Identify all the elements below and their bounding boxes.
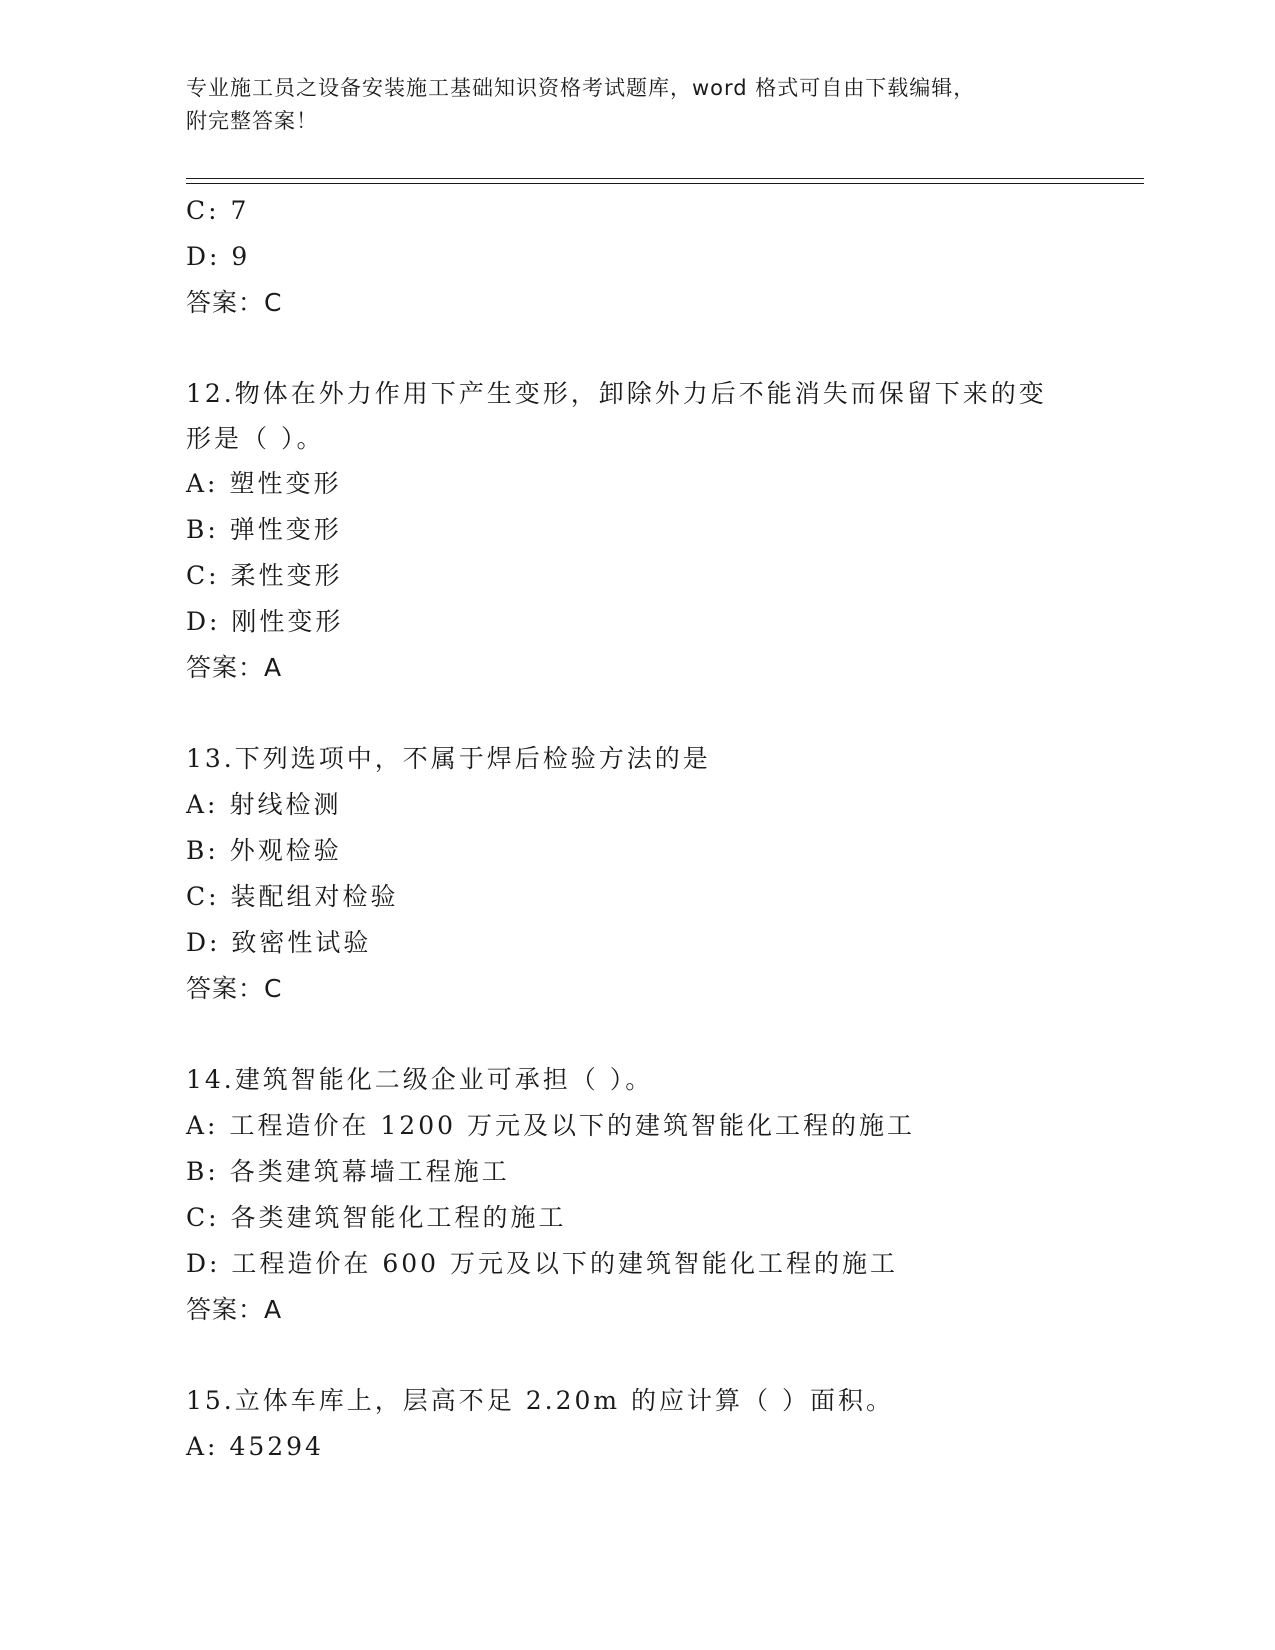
option-d: D: 致密性试验 [186, 928, 372, 957]
option-b: B: 外观检验 [186, 836, 342, 865]
question-12 [186, 371, 1126, 691]
option-b: B: 各类建筑幕墙工程施工 [186, 1157, 510, 1186]
option-d: D: 9 [186, 242, 251, 271]
answer-line: 答案：A [186, 653, 283, 682]
option-c: C: 7 [186, 196, 250, 225]
option-a: A: 射线检测 [186, 790, 342, 819]
option-d: D: 刚性变形 [186, 607, 344, 636]
answer-line: 答案：A [186, 1295, 283, 1324]
option-a: A: 工程造价在 1200 万元及以下的建筑智能化工程的施工 [186, 1111, 915, 1140]
question-stem: 15.立体车库上，层高不足 2.20m 的应计算（ ）面积。 [186, 1386, 894, 1415]
header-divider-bottom [186, 183, 1144, 184]
option-d: D: 工程造价在 600 万元及以下的建筑智能化工程的施工 [186, 1249, 899, 1278]
header-line-2: 附完整答案！ [186, 109, 318, 133]
question-list [186, 188, 1126, 1470]
question-14 [186, 1057, 1126, 1333]
option-a: A: 45294 [186, 1432, 324, 1461]
question-stem: 12.物体在外力作用下产生变形，卸除外力后不能消失而保留下来的变 形是（ ）。 [186, 379, 1047, 453]
option-c: C: 装配组对检验 [186, 882, 399, 911]
question-11-tail [186, 188, 1126, 326]
question-stem: 13.下列选项中，不属于焊后检验方法的是 [186, 744, 711, 773]
option-c: C: 各类建筑智能化工程的施工 [186, 1203, 567, 1232]
document-header [186, 72, 1066, 138]
option-a: A: 塑性变形 [186, 469, 342, 498]
answer-line: 答案：C [186, 974, 283, 1003]
header-line-1: 专业施工员之设备安装施工基础知识资格考试题库，word 格式可自由下载编辑， [186, 76, 976, 100]
question-15 [186, 1378, 1126, 1470]
answer-line: 答案：C [186, 288, 283, 317]
option-c: C: 柔性变形 [186, 561, 343, 590]
option-b: B: 弹性变形 [186, 515, 342, 544]
question-stem: 14.建筑智能化二级企业可承担（ ）。 [186, 1065, 654, 1094]
header-divider-top [186, 178, 1144, 179]
question-13 [186, 736, 1126, 1012]
